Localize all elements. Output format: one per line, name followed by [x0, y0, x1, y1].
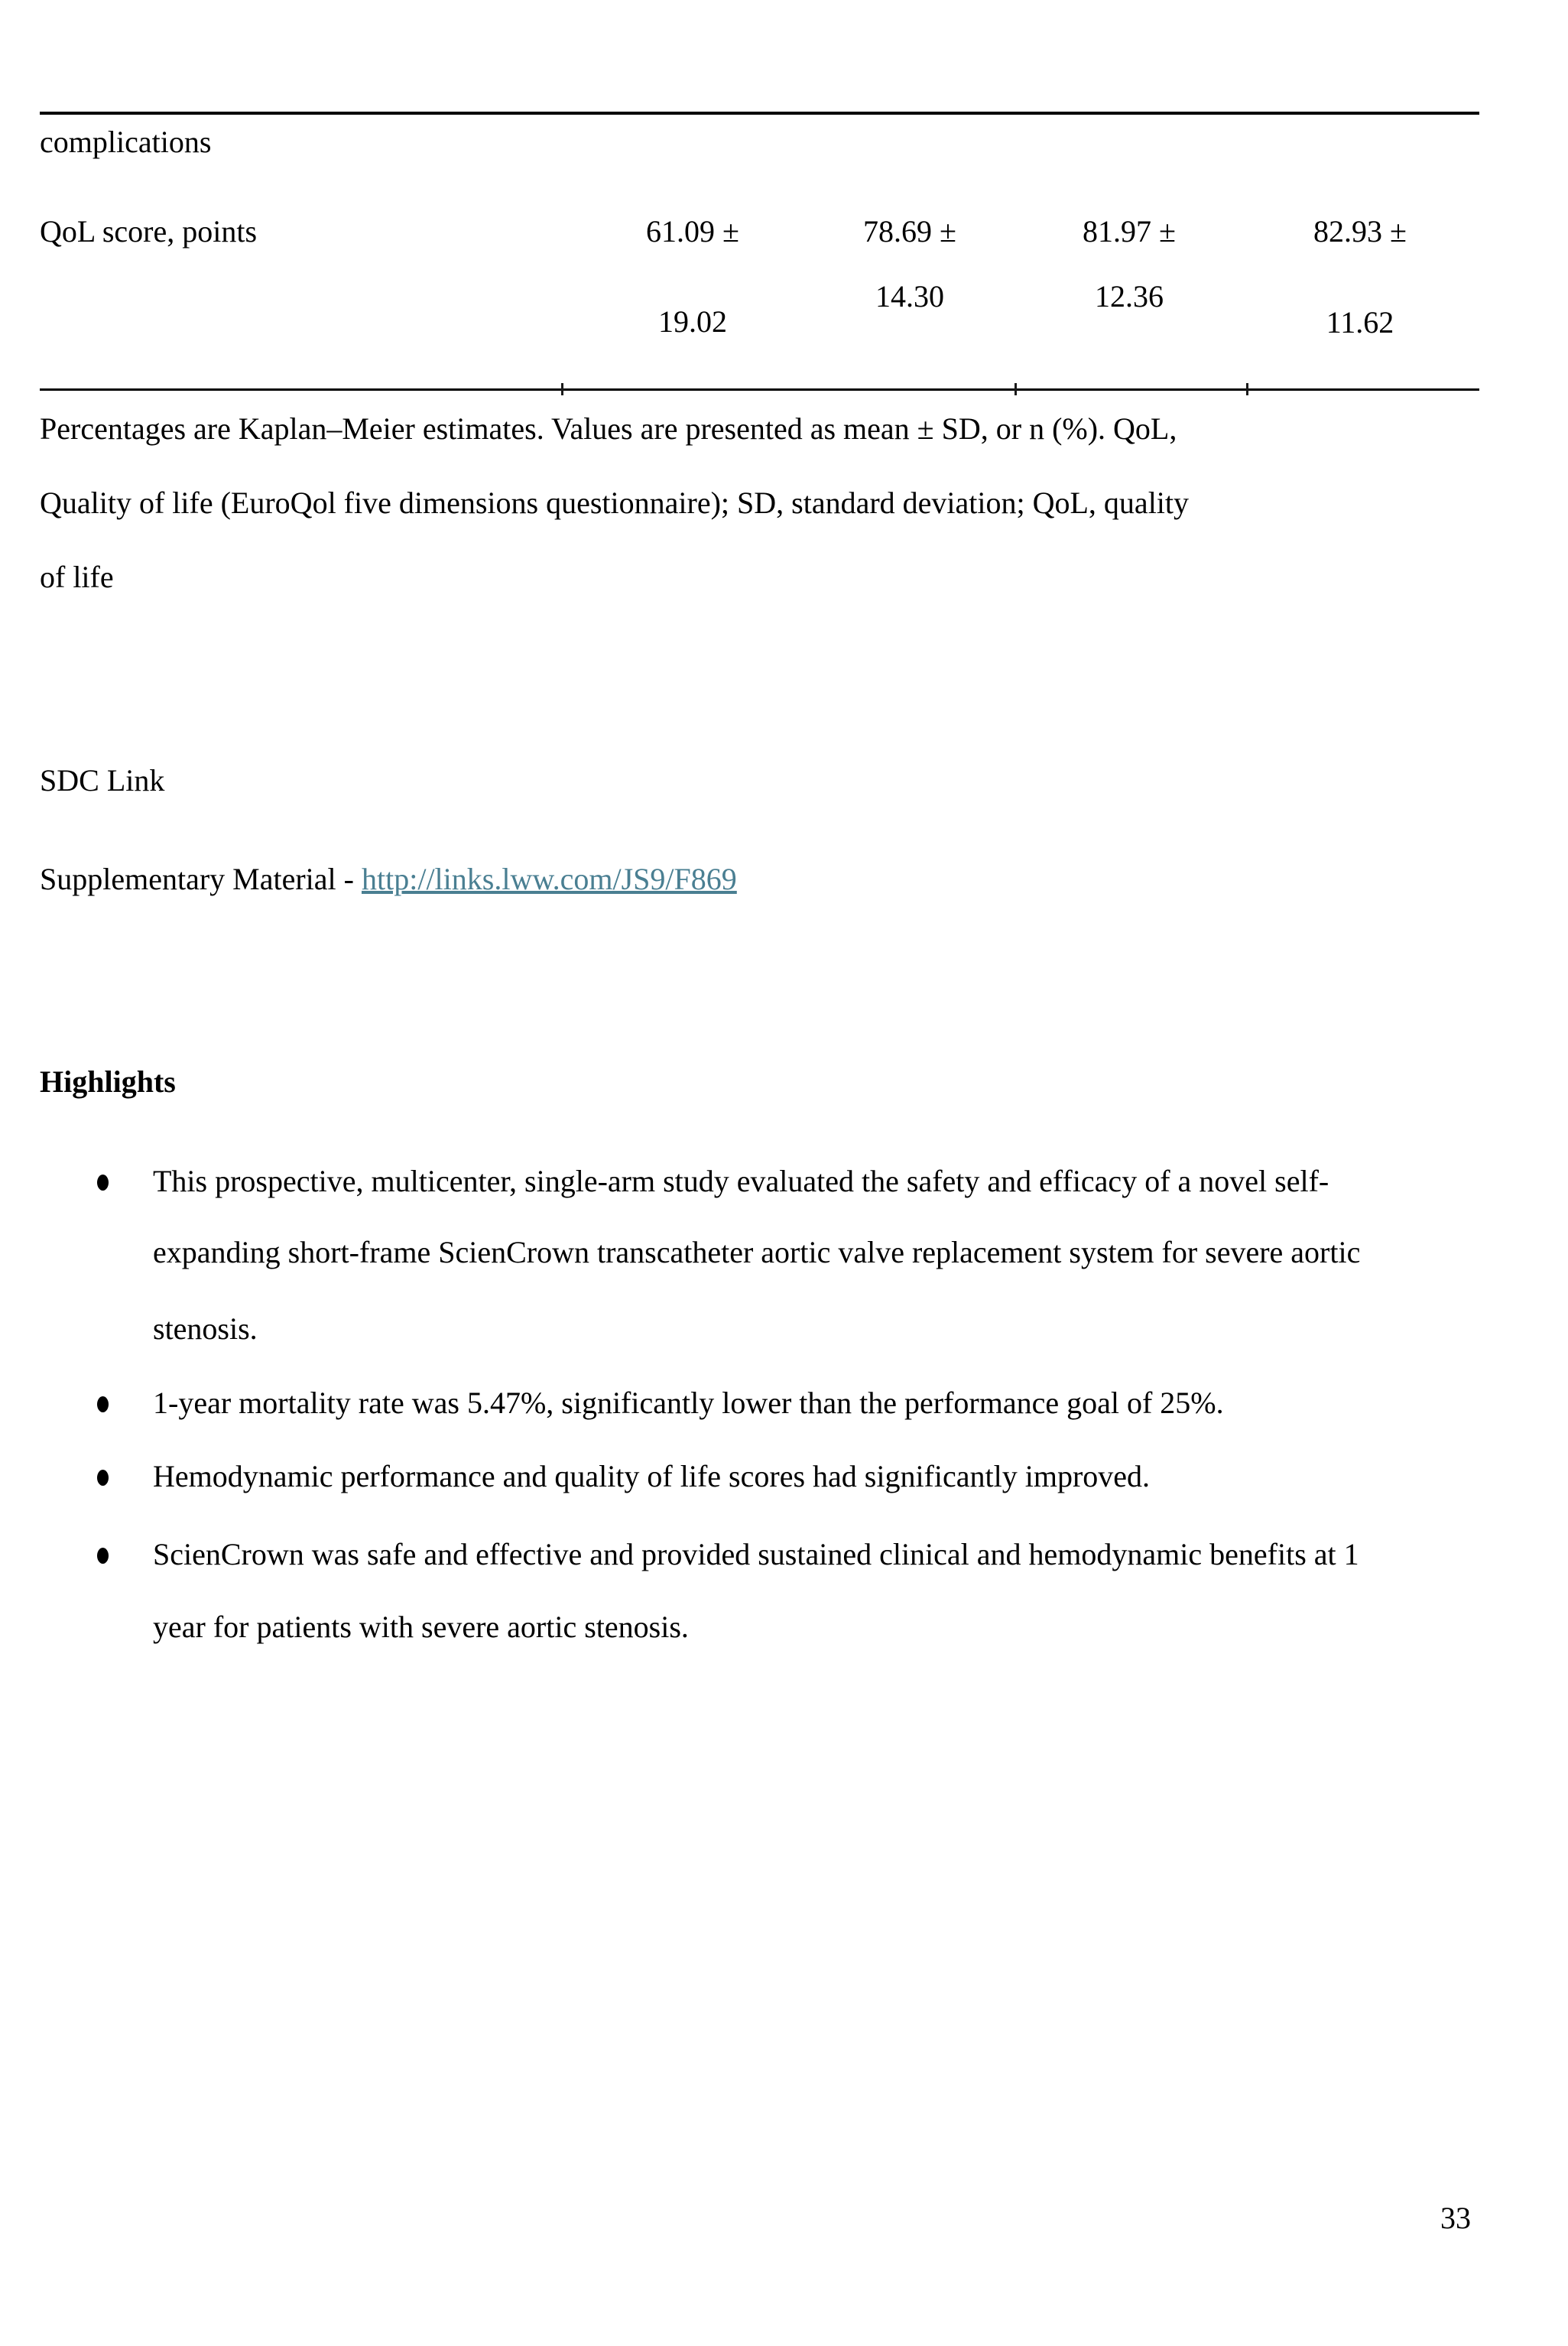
qol-value-6month-mean: 81.97 ± — [1083, 214, 1176, 249]
qol-value-baseline-mean: 61.09 ± — [646, 214, 739, 249]
qol-value-30day-mean: 78.69 ± — [863, 214, 956, 249]
qol-value-baseline-sd: 19.02 — [658, 304, 727, 339]
bullet-icon — [97, 1396, 109, 1412]
table-wrapped-row-label: complications — [40, 125, 212, 159]
table-column-tick — [561, 383, 563, 395]
highlight-bullet-line: ScienCrown was safe and effective and provided sustained clinical and hemodynamic benefits at 1 — [153, 1537, 1359, 1571]
supplementary-material-line — [40, 863, 737, 896]
table-column-tick — [1246, 383, 1248, 395]
supplementary-material-label: Supplementary Material - — [40, 862, 362, 896]
highlight-bullet-line: This prospective, multicenter, single-arm study evaluated the safety and efficacy of a novel self- — [153, 1164, 1329, 1198]
table-bottom-rule — [40, 388, 1479, 391]
highlight-bullet-line: Hemodynamic performance and quality of life scores had significantly improved. — [153, 1459, 1151, 1493]
qol-row-label: QoL score, points — [40, 214, 258, 249]
table-footnote-line: Quality of life (EuroQol five dimensions questionnaire); SD, standard deviation; QoL, quality — [40, 486, 1190, 520]
supplementary-material-link[interactable]: http://links.lww.com/JS9/F869 — [361, 862, 737, 896]
highlight-bullet-line: year for patients with severe aortic stenosis. — [153, 1610, 689, 1644]
bullet-icon — [97, 1470, 109, 1486]
sdc-link-heading: SDC Link — [40, 763, 165, 798]
table-footnote-line: Percentages are Kaplan–Meier estimates. Values are presented as mean ± SD, or n (%). QoL, — [40, 411, 1177, 446]
qol-value-6month-sd: 12.36 — [1095, 279, 1164, 314]
qol-value-1year-mean: 82.93 ± — [1313, 214, 1407, 249]
highlight-bullet-line: 1-year mortality rate was 5.47%, significantly lower than the performance goal of 25%. — [153, 1386, 1224, 1420]
table-top-rule — [40, 112, 1479, 115]
table-column-tick — [1014, 383, 1017, 395]
bullet-icon — [97, 1175, 109, 1191]
highlight-bullet-line: stenosis. — [153, 1311, 258, 1346]
qol-value-30day-sd: 14.30 — [875, 279, 944, 314]
qol-value-1year-sd: 11.62 — [1326, 305, 1394, 340]
highlight-bullet-line: expanding short-frame ScienCrown transcatheter aortic valve replacement system for severe aortic — [153, 1235, 1361, 1269]
bullet-icon — [97, 1548, 109, 1564]
table-footnote-line: of life — [40, 560, 114, 594]
highlights-heading: Highlights — [40, 1064, 176, 1099]
page-number: 33 — [1440, 2201, 1471, 2235]
